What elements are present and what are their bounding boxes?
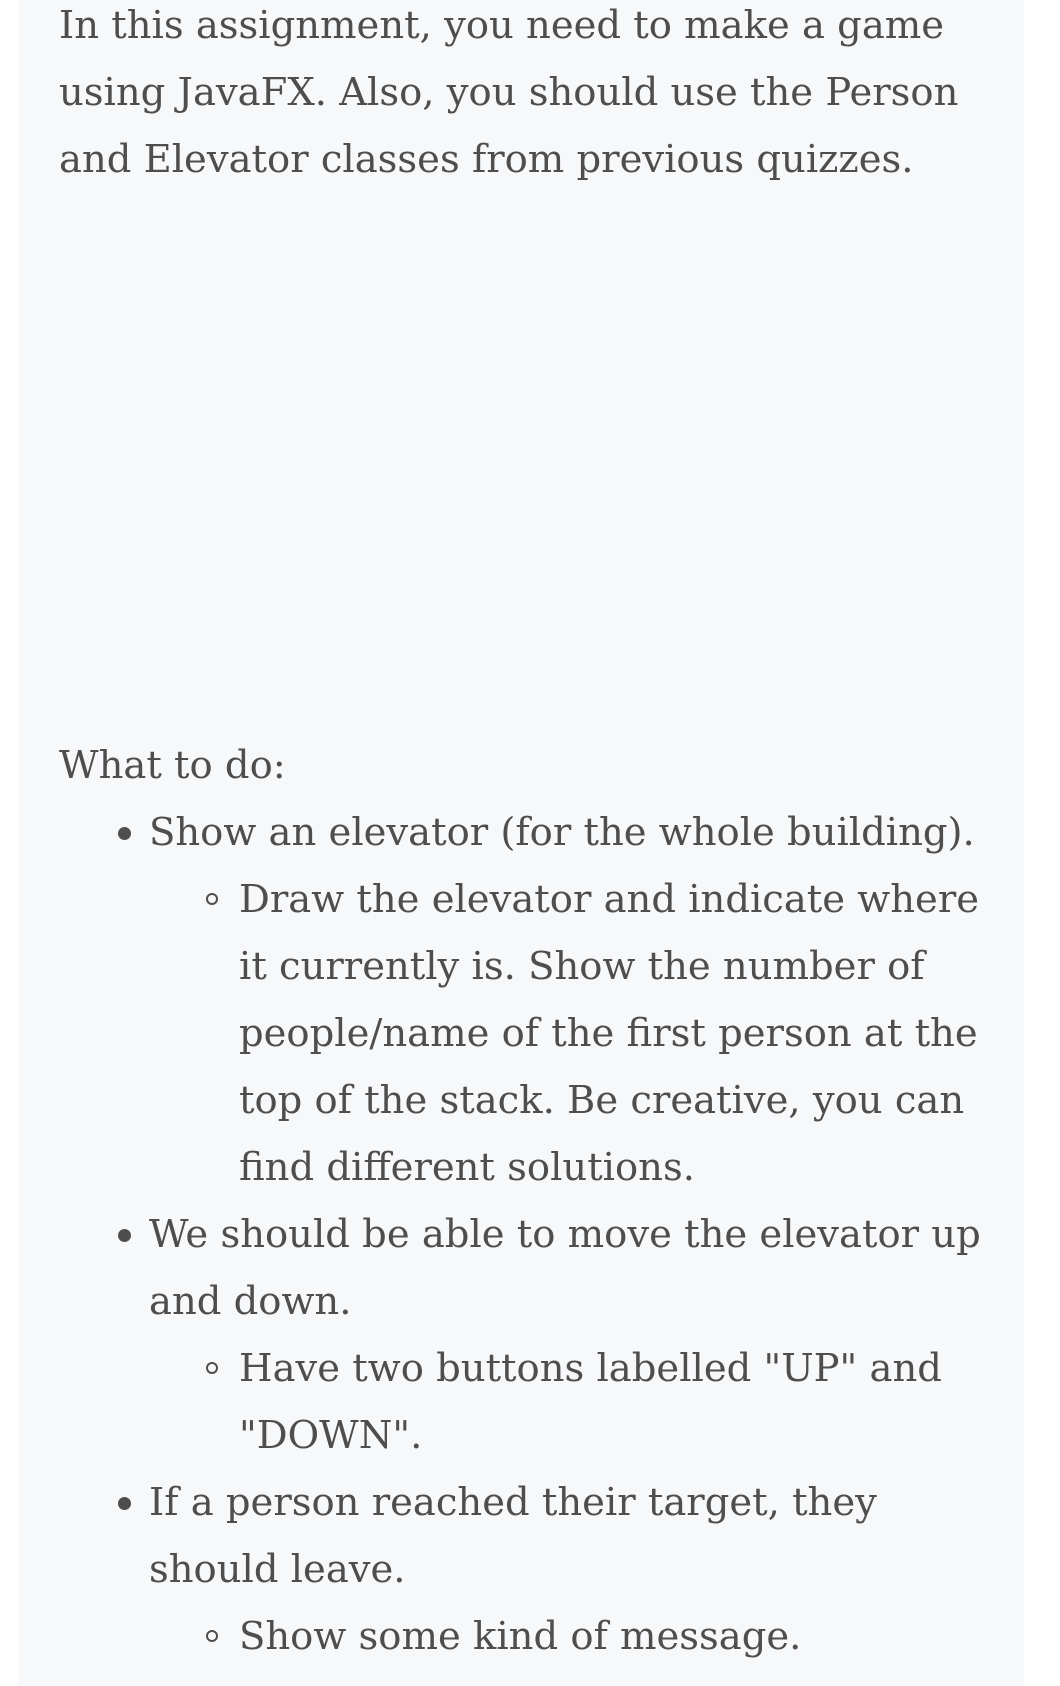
bullet-circle-icon (206, 1630, 218, 1642)
sub-list-item (59, 1335, 981, 1402)
intro-line: In this assignment, you need to make a game (59, 3, 945, 48)
list-item (59, 1201, 981, 1268)
section-heading: What to do: (59, 743, 286, 788)
list-item-text: We should be able to move the elevator up (149, 1212, 981, 1257)
bullet-dot-icon (118, 1229, 131, 1242)
sub-list-item-text: it currently is. Show the number of (239, 944, 925, 989)
sub-list-item-text: "DOWN". (239, 1413, 423, 1458)
list-item (59, 799, 981, 866)
list-item (59, 1469, 981, 1536)
sub-list-item (59, 1603, 981, 1670)
sub-list-item-text: Show some kind of message. (239, 1614, 802, 1659)
intro-paragraph (59, 0, 958, 193)
bullet-circle-icon (206, 893, 218, 905)
bullet-circle-icon (206, 1362, 218, 1374)
list-item-text: If a person reached their target, they (149, 1480, 877, 1525)
sub-list-item-text: people/name of the first person at the (239, 1011, 978, 1056)
sub-list-item-text: Draw the elevator and indicate where (239, 877, 980, 922)
bullet-dot-icon (118, 1497, 131, 1510)
list-item-text: and down. (149, 1279, 352, 1324)
sub-list-item-text: top of the stack. Be creative, you can (239, 1078, 965, 1123)
sub-list-item (59, 866, 981, 933)
what-to-do-section (59, 732, 981, 1670)
intro-line: using JavaFX. Also, you should use the Person (59, 70, 959, 115)
bullet-dot-icon (118, 827, 131, 840)
list-item-text: should leave. (149, 1547, 406, 1592)
sub-list-item-text: find different solutions. (239, 1145, 695, 1190)
list-item-text: Show an elevator (for the whole building). (149, 810, 975, 855)
intro-line: and Elevator classes from previous quizzes. (59, 137, 914, 182)
sub-list-item-text: Have two buttons labelled "UP" and (239, 1346, 942, 1391)
